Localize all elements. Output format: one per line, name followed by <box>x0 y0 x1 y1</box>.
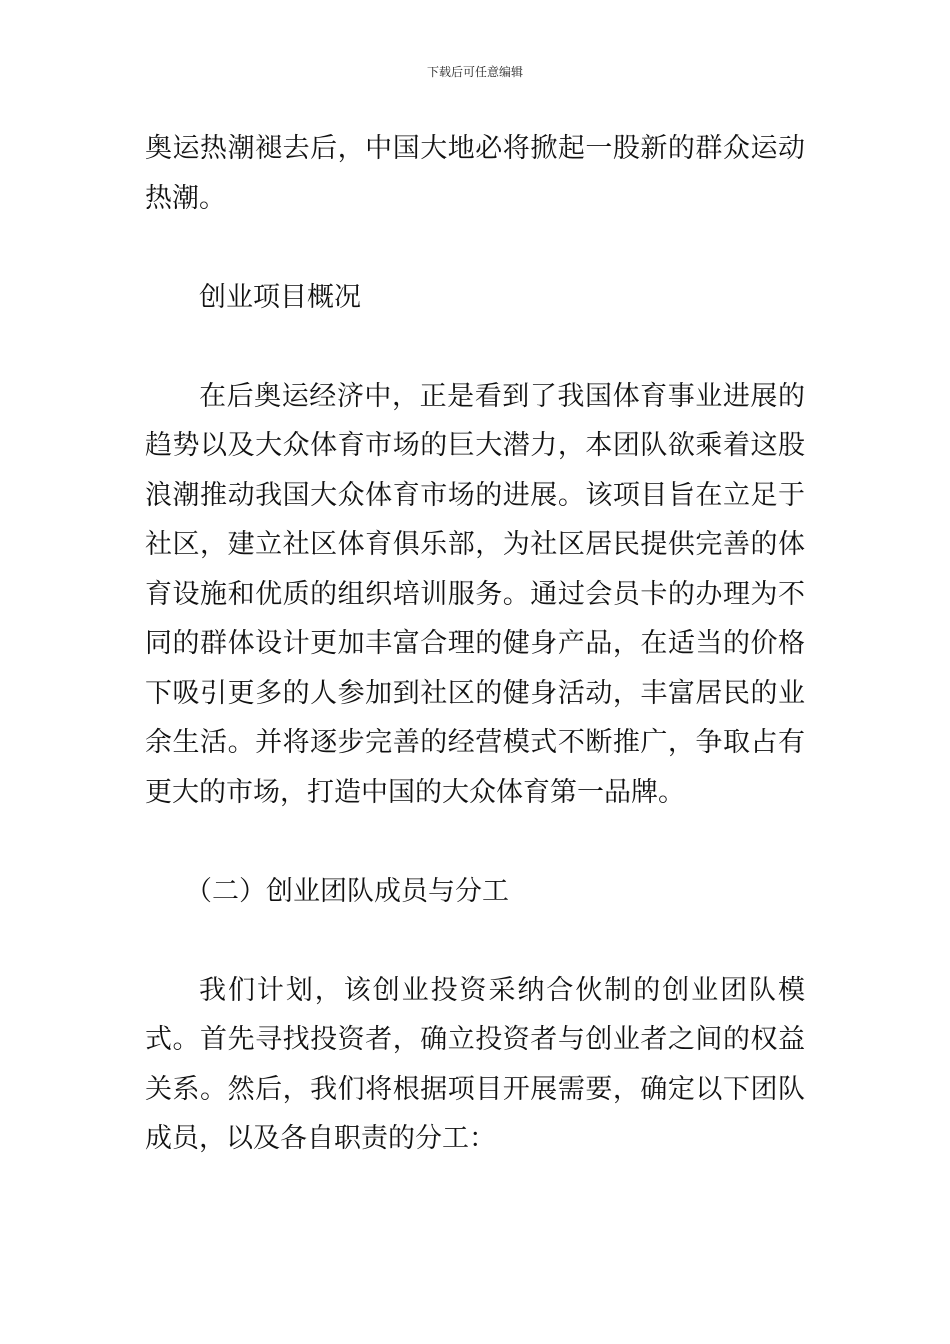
paragraph-team: 我们计划，该创业投资采纳合伙制的创业团队模式。首先寻找投资者，确立投资者与创业者之间的权益关系。然后，我们将根据项目开展需要，确定以下团队成员，以及各自职责的分工： <box>145 974 805 1154</box>
spacer <box>145 817 805 867</box>
spacer <box>145 322 805 372</box>
section-heading-project-overview: 创业项目概况 <box>199 281 361 313</box>
page-header: 下载后可任意编辑 <box>426 65 523 79</box>
section-heading-team: （二）创业团队成员与分工 <box>185 875 509 907</box>
paragraph-project-overview: 在后奥运经济中，正是看到了我国体育事业进展的趋势以及大众体育市场的巨大潜力，本团队欲乘着这股浪潮推动我国大众体育市场的进展。该项目旨在立足于社区，建立社区体育俱乐部，为社区居民提供完善的体育设施和优质的组织培训服务。通过会员卡的办理为不同的群体设计更加丰富合理的健身产品，在适当的价格下吸引更多的人参加到社区的健身活动，丰富居民的业余生活。并将逐步完善的经营模式不断推广，争取占有更大的市场，打造中国的大众体育第一品牌。 <box>145 380 805 808</box>
document-body <box>145 124 805 1164</box>
spacer <box>145 916 805 966</box>
paragraph-intro: 奥运热潮褪去后，中国大地必将掀起一股新的群众运动热潮。 <box>145 133 805 214</box>
spacer <box>145 223 805 273</box>
